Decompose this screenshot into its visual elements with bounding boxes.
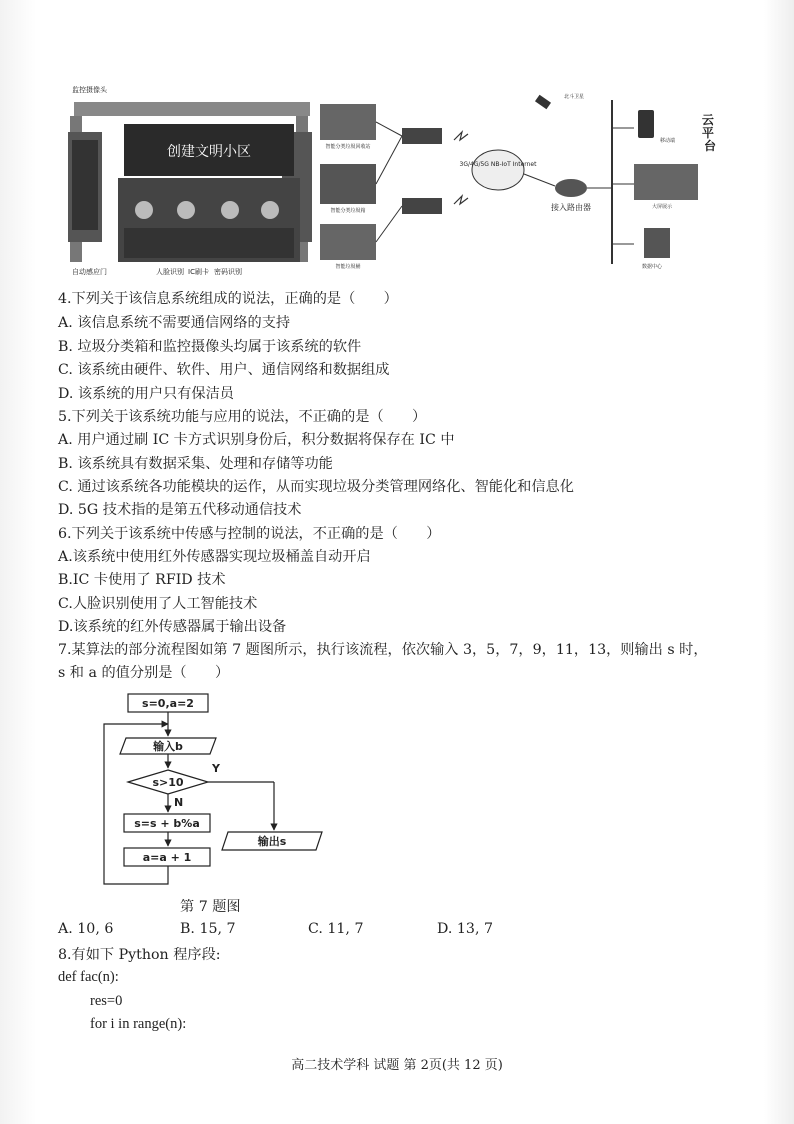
gateway-device	[402, 198, 442, 214]
smart-bin-1	[320, 104, 376, 140]
q4-option-a: A. 该信息系统不需要通信网络的支持	[58, 315, 291, 331]
svg-text:大屏展示: 大屏展示	[652, 204, 673, 210]
scan-shadow-left	[0, 0, 36, 1124]
q7-option-a: A. 10, 6	[58, 921, 114, 937]
cloud-label-char: 台	[703, 139, 717, 153]
q5-option-a: A. 用户通过刷 IC 卡方式识别身份后，积分数据将保存在 IC 中	[58, 432, 455, 448]
q7-option-c: C. 11, 7	[308, 921, 364, 937]
flow-init-text: s=0,a=2	[142, 697, 194, 710]
flow-no-label: N	[174, 796, 184, 809]
flowchart	[98, 690, 338, 890]
flow-step2-text: a=a + 1	[142, 851, 192, 864]
flow-step1-text: s=s + b%a	[134, 817, 200, 830]
q6-stem: 6.下列关于该系统中传感与控制的说法，不正确的是（ ）	[58, 526, 441, 542]
network-cloud-icon	[472, 150, 524, 190]
q7-option-d: D. 13, 7	[437, 921, 493, 937]
svg-text:智能分类垃圾箱: 智能分类垃圾箱	[330, 208, 366, 214]
mobile-icon	[638, 110, 654, 138]
camera-label: 监控摄像头	[72, 86, 107, 94]
system-diagram	[64, 78, 726, 278]
q6-option-d: D.该系统的红外传感器属于输出设备	[58, 619, 287, 635]
banner-text: 创建文明小区	[167, 144, 251, 160]
recycle-icon	[221, 201, 239, 219]
shelter-roof	[74, 102, 310, 116]
q6-option-b: B.IC 卡使用了 RFID 技术	[58, 572, 226, 588]
cloud-platform-label	[702, 113, 718, 153]
q5-stem: 5.下列关于该系统功能与应用的说法，不正确的是（ ）	[58, 409, 427, 425]
ic-label: IC刷卡	[188, 268, 209, 276]
q7-stem-line2: s 和 a 的值分别是（ ）	[58, 665, 230, 681]
q4-option-b: B. 垃圾分类箱和监控摄像头均属于该系统的软件	[58, 339, 362, 355]
q5-option-d: D. 5G 技术指的是第五代移动通信技术	[58, 502, 302, 518]
q6-option-a: A.该系统中使用红外传感器实现垃圾桶盖自动开启	[58, 549, 371, 565]
q4-option-c: C. 该系统由硬件、软件、用户、通信网络和数据组成	[58, 362, 390, 378]
router-label: 接入路由器	[551, 203, 591, 212]
data-center-icon	[644, 228, 670, 258]
scan-shadow-right	[764, 0, 794, 1124]
code-line-3: for i in range(n):	[90, 1016, 187, 1032]
code-line-2: res=0	[90, 993, 123, 1009]
cloud-label-char: 云	[701, 113, 714, 127]
svg-text:智能垃圾桶: 智能垃圾桶	[335, 264, 361, 270]
q8-stem: 8.有如下 Python 程序段:	[58, 947, 221, 963]
recycle-icon	[135, 201, 153, 219]
q4-option-d: D. 该系统的用户只有保洁员	[58, 386, 234, 402]
wireless-icon	[454, 196, 468, 204]
q7-stem-line1: 7.某算法的部分流程图如第 7 题图所示，执行该流程，依次输入 3，5，7，9，11，13，则输出 s 时，	[58, 642, 708, 658]
wireless-icon	[454, 132, 468, 140]
door-label: 自动感应门	[72, 268, 107, 276]
q6-option-c: C.人脸识别使用了人工智能技术	[58, 596, 258, 612]
recycle-icon	[261, 201, 279, 219]
flow-condition-text: s>10	[152, 776, 184, 789]
svg-text:智能分类垃圾回收站: 智能分类垃圾回收站	[325, 144, 371, 150]
svg-text:移动端: 移动端	[660, 138, 676, 144]
smart-bin-3	[320, 224, 376, 260]
q7-option-b: B. 15, 7	[180, 921, 236, 937]
big-screen-icon	[634, 164, 698, 200]
recycle-icon	[177, 201, 195, 219]
network-label: 3G/4G/5G NB-IoT Internet	[459, 161, 537, 168]
cloud-label-char: 平	[701, 126, 714, 140]
face-label: 人脸识别	[156, 268, 184, 276]
flow-output-text: 输出s	[257, 835, 287, 848]
router-icon	[555, 179, 587, 197]
satellite-icon	[535, 95, 551, 110]
flow-yes-label: Y	[212, 762, 220, 775]
pwd-label: 密码识别	[214, 268, 242, 276]
smart-bin-2	[320, 164, 376, 204]
q7-figure-caption: 第 7 题图	[180, 899, 241, 915]
q5-option-b: B. 该系统具有数据采集、处理和存储等功能	[58, 456, 333, 472]
svg-text:数据中心: 数据中心	[642, 264, 663, 270]
page-footer: 高二技术学科 试题 第 2页(共 12 页)	[291, 1058, 503, 1073]
q4-stem: 4.下列关于该信息系统组成的说法，正确的是（ ）	[58, 291, 398, 307]
code-line-1: def fac(n):	[58, 969, 119, 985]
gateway-device	[402, 128, 442, 144]
q5-option-c: C. 通过该系统各功能模块的运作，从而实现垃圾分类管理网络化、智能化和信息化	[58, 479, 574, 495]
flow-input-text: 输入b	[153, 740, 183, 753]
svg-text:北斗卫星: 北斗卫星	[564, 94, 585, 100]
